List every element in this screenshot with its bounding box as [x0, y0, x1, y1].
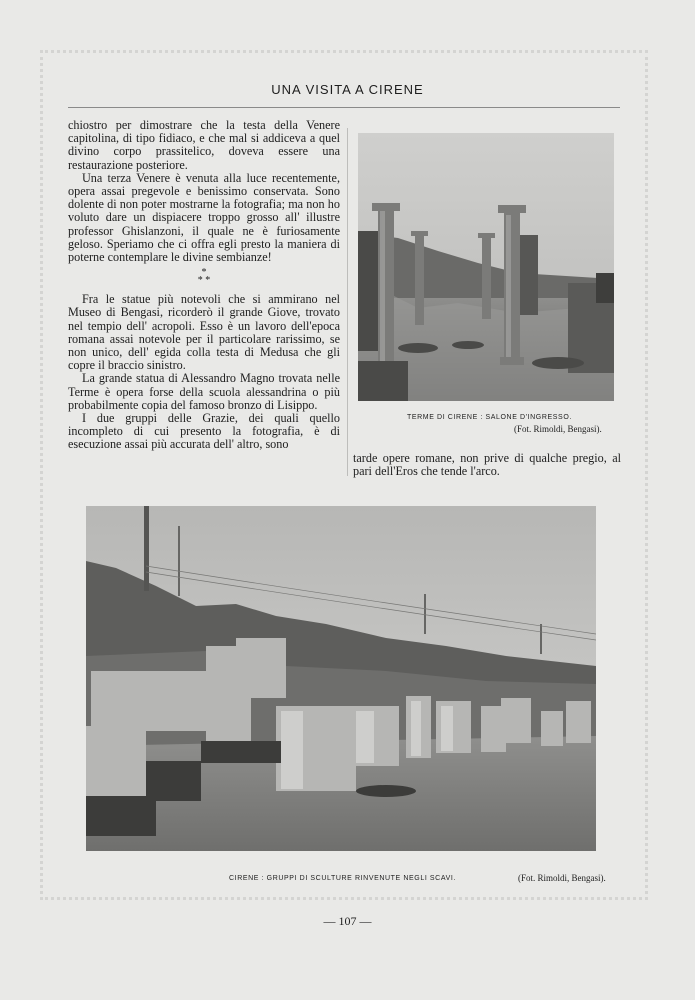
left-column [68, 119, 340, 452]
paragraph: tarde opere romane, non prive di qualche pregio, al pari dell'Eros che tende l'arco. [353, 451, 621, 479]
paragraph: Una terza Venere è venuta alla luce recentemente, opera assai pregevole e benissimo conservata. Sono dolente di non poter mostrarne la fotografia; ma non ho voluto dare un dispiacere troppo grosso all' illustre professor Ghislanzoni, il quale ne è furiosamente geloso. Speriamo che ci offra egli presto la maniera di poterne contemplare le divine sembianze! [68, 170, 340, 265]
paragraph: I due gruppi delle Grazie, dei quali quello incompleto di cui presento la fotografia, è di esecuzione assai più accurata dell' altro, sono [68, 411, 340, 452]
page-number: — 107 — [323, 914, 372, 928]
figure-caption: CIRENE : GRUPPI DI SCULTURE RINVENUTE NEGLI SCAVI. [229, 875, 456, 882]
asterism: * * * [197, 267, 211, 287]
right-column-continuation [353, 452, 621, 478]
figure-credit: (Fot. Rimoldi, Bengasi). [514, 424, 602, 434]
figure-caption: TERME DI CIRENE : SALONE D'INGRESSO. [407, 414, 572, 421]
photo-gruppi-sculture [86, 506, 596, 851]
column-divider [347, 128, 348, 476]
running-header: UNA VISITA A CIRENE [271, 82, 424, 97]
paragraph: Fra le statue più notevoli che si ammirano nel Museo di Bengasi, ricorderò il grande Giove, trovato nel tempio dell' acropoli. Esso è un lavoro dell'epoca romana assai notevole per il particolare rarissimo, se non unico, dell' egida colla testa di Medusa che gli copre il braccio sinistro. [68, 292, 340, 373]
photo-terme-salone [358, 133, 614, 401]
header-rule [68, 107, 620, 108]
paragraph: La grande statua di Alessandro Magno trovata nelle Terme è opera forse della scuola alessandrina o più probabilmente copia del famoso bronzo di Lisippo. [68, 371, 340, 412]
figure-credit: (Fot. Rimoldi, Bengasi). [518, 873, 606, 883]
paragraph: chiostro per dimostrare che la testa della Venere capitolina, di tipo fidiaco, e che mal si addiceva a quel divino corpo prassitelico, doveva essere una restaurazione posteriore. [68, 118, 340, 172]
